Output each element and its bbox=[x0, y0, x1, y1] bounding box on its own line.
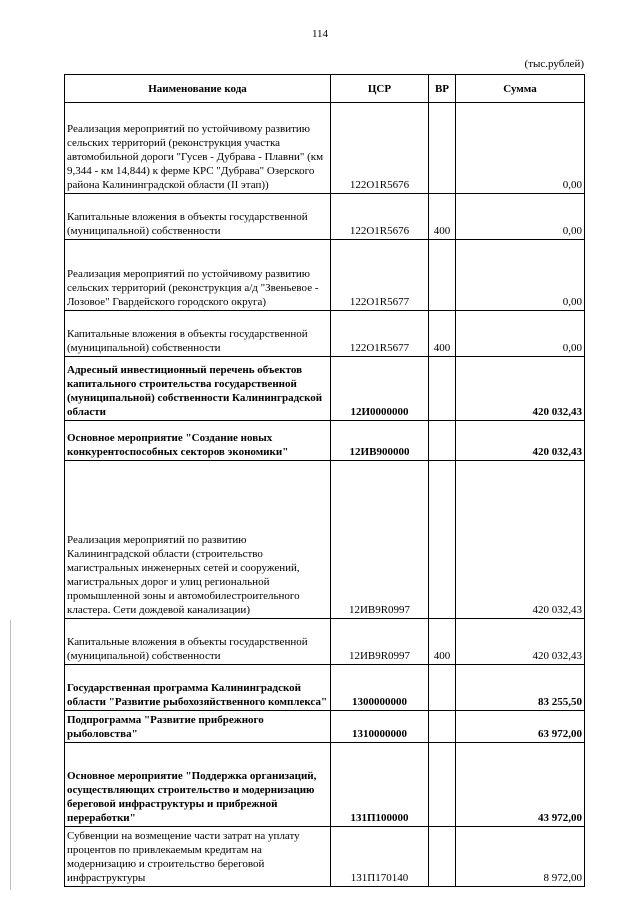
cell-csr: 131П170140 bbox=[331, 827, 429, 887]
cell-name: Капитальные вложения в объекты государственной (муниципальной) собственности bbox=[65, 194, 331, 240]
cell-name: Капитальные вложения в объекты государственной (муниципальной) собственности bbox=[65, 619, 331, 665]
cell-vr bbox=[429, 743, 456, 827]
table-row bbox=[65, 103, 585, 194]
cell-sum: 83 255,50 bbox=[456, 665, 585, 711]
cell-name: Адресный инвестиционный перечень объектов капитального строительства государственной (муниципальной) собственности Калининградской области bbox=[65, 357, 331, 421]
table-row bbox=[65, 743, 585, 827]
cell-csr: 12ИВ900000 bbox=[331, 421, 429, 461]
cell-name: Подпрограмма "Развитие прибрежного рыболовства" bbox=[65, 711, 331, 743]
cell-csr: 122O1R5677 bbox=[331, 311, 429, 357]
table-row bbox=[65, 311, 585, 357]
unit-note: (тыс.рублей) bbox=[524, 58, 584, 70]
cell-csr: 12ИВ9R0997 bbox=[331, 461, 429, 619]
cell-vr bbox=[429, 421, 456, 461]
cell-vr: 400 bbox=[429, 311, 456, 357]
cell-name: Реализация мероприятий по развитию Калининградской области (строительство магистральных инженерных сетей и сооружений, магистральных дорог и улиц региональной промышленной зоны и автомобилестроительного кластера. Сети дождевой канализации) bbox=[65, 461, 331, 619]
cell-vr: 400 bbox=[429, 619, 456, 665]
cell-csr: 12ИВ9R0997 bbox=[331, 619, 429, 665]
cell-csr: 131П100000 bbox=[331, 743, 429, 827]
cell-csr: 122O1R5676 bbox=[331, 194, 429, 240]
cell-name: Основное мероприятие "Поддержка организаций, осуществляющих строительство и модернизацию береговой инфраструктуры и прибрежной переработки" bbox=[65, 743, 331, 827]
cell-sum: 420 032,43 bbox=[456, 357, 585, 421]
scan-margin-line bbox=[10, 620, 11, 890]
header-vr: ВР bbox=[429, 75, 456, 103]
cell-sum: 43 972,00 bbox=[456, 743, 585, 827]
cell-csr: 122O1R5677 bbox=[331, 240, 429, 311]
budget-table bbox=[64, 74, 585, 887]
cell-name: Реализация мероприятий по устойчивому развитию сельских территорий (реконструкция участка автомобильной дороги "Гусев - Дубрава - Плавни" (км 9,344 - км 14,844) к ферме КРС "Дубрава" Озерского района Калининградской области (II этап)) bbox=[65, 103, 331, 194]
table-header-row bbox=[65, 75, 585, 103]
cell-vr bbox=[429, 103, 456, 194]
table-row bbox=[65, 619, 585, 665]
header-sum: Сумма bbox=[456, 75, 585, 103]
cell-sum: 420 032,43 bbox=[456, 421, 585, 461]
cell-sum: 0,00 bbox=[456, 311, 585, 357]
table-row bbox=[65, 421, 585, 461]
cell-sum: 420 032,43 bbox=[456, 619, 585, 665]
cell-sum: 63 972,00 bbox=[456, 711, 585, 743]
table-row bbox=[65, 461, 585, 619]
cell-name: Государственная программа Калининградской области "Развитие рыбохозяйственного комплекса" bbox=[65, 665, 331, 711]
cell-csr: 1310000000 bbox=[331, 711, 429, 743]
cell-sum: 0,00 bbox=[456, 240, 585, 311]
cell-name: Капитальные вложения в объекты государственной (муниципальной) собственности bbox=[65, 311, 331, 357]
cell-csr: 12И0000000 bbox=[331, 357, 429, 421]
cell-vr bbox=[429, 357, 456, 421]
header-name: Наименование кода bbox=[65, 75, 331, 103]
cell-vr bbox=[429, 711, 456, 743]
cell-csr: 1300000000 bbox=[331, 665, 429, 711]
cell-vr bbox=[429, 827, 456, 887]
cell-vr bbox=[429, 240, 456, 311]
table-row bbox=[65, 665, 585, 711]
cell-sum: 420 032,43 bbox=[456, 461, 585, 619]
cell-name: Реализация мероприятий по устойчивому развитию сельских территорий (реконструкция а/д "Звеньевое - Лозовое" Гвардейского городского округа) bbox=[65, 240, 331, 311]
cell-csr: 122O1R5676 bbox=[331, 103, 429, 194]
page-number: 114 bbox=[311, 28, 329, 40]
cell-vr bbox=[429, 461, 456, 619]
cell-sum: 8 972,00 bbox=[456, 827, 585, 887]
table-row bbox=[65, 240, 585, 311]
table-row bbox=[65, 194, 585, 240]
cell-vr bbox=[429, 665, 456, 711]
table-row bbox=[65, 827, 585, 887]
cell-name: Основное мероприятие "Создание новых конкурентоспособных секторов экономики" bbox=[65, 421, 331, 461]
cell-vr: 400 bbox=[429, 194, 456, 240]
header-csr: ЦСР bbox=[331, 75, 429, 103]
cell-sum: 0,00 bbox=[456, 103, 585, 194]
table-row bbox=[65, 711, 585, 743]
cell-name: Субвенции на возмещение части затрат на уплату процентов по привлекаемым кредитам на модернизацию и строительство береговой инфраструктуры bbox=[65, 827, 331, 887]
cell-sum: 0,00 bbox=[456, 194, 585, 240]
table-row bbox=[65, 357, 585, 421]
